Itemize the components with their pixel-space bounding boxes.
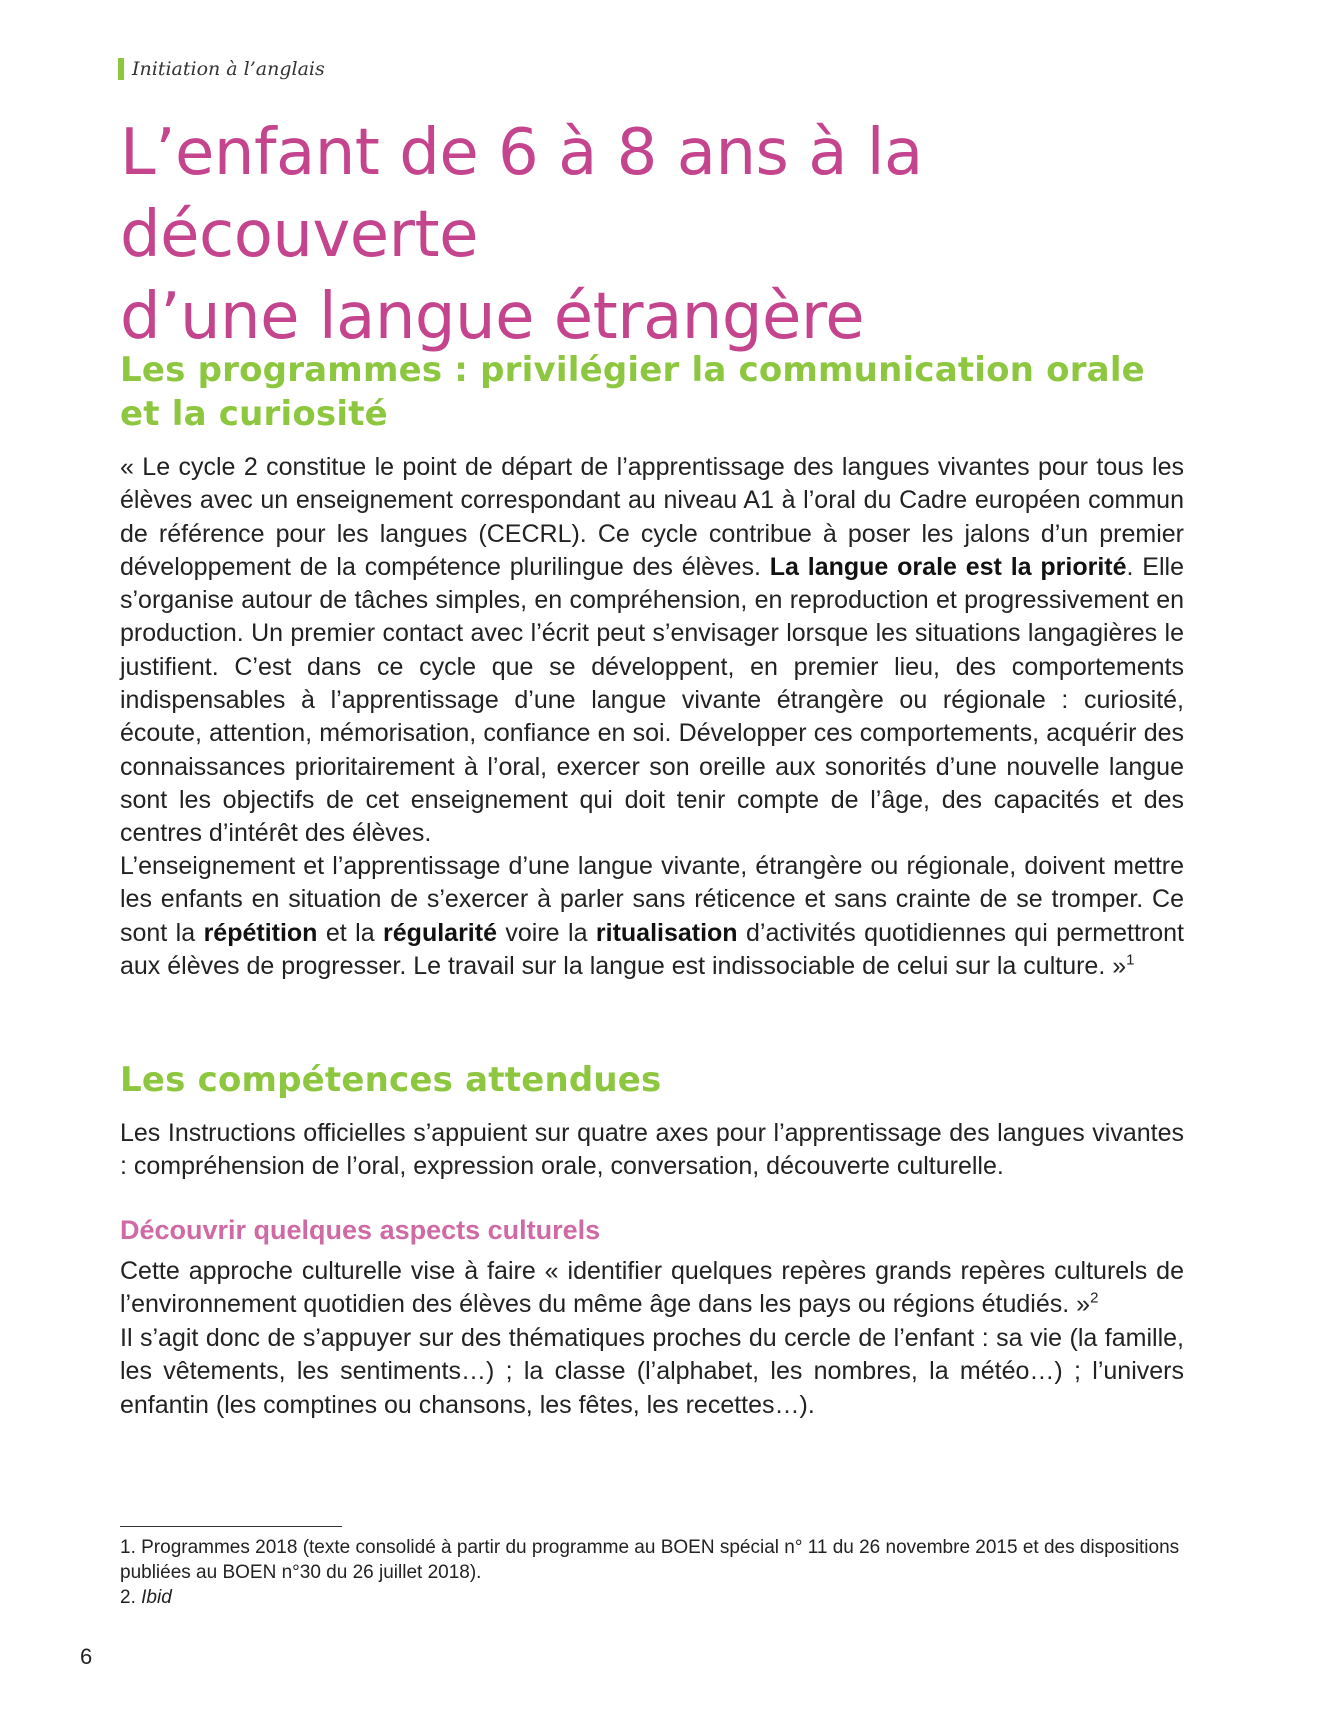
footnote-1: 1. Programmes 2018 (texte consolidé à partir du programme au BOEN spécial n° 11 du 26 novembre 2015 et des dispositions publiées au BOEN n°30 du 26 juillet 2018). [120,1537,1180,1583]
running-head-text: Initiation à l’anglais [132,58,325,80]
running-head-marker [118,58,124,80]
quote-text: « Le cycle 2 constitue le point de départ de l’apprentissage des langues vivantes pour tous les élèves avec un enseignement correspondant au niveau A1 à l’oral du Cadre européen commun de référence pour les langues (CECRL). Ce cycle contribue à poser les jalons d’un premier développement de la compétence plurilingue des élèves. [120,453,1184,581]
intro-paragraph: Les Instructions officielles s’appuient sur quatre axes pour l’apprentissage des langues vivantes : compréhension de l’oral, expression orale, conversation, découverte culturelle. [120,1119,1184,1181]
quote-text: L’enseignement et l’apprentissage d’une langue vivante, étrangère ou régionale, doivent mettre les enfants en situation de s’exercer à parler sans réticence et sans crainte de se tromper. Ce sont la [120,852,1184,947]
quote-text: voire la [496,918,596,947]
footnote-label: 2. [120,1587,142,1608]
culture-paragraph-2: Il s’agit donc de s’appuyer sur des thématiques proches du cercle de l’enfant : sa vie (la famille, les vêtements, les sentiments…) ; la classe (l’alphabet, les nombres, la météo…) ; l’univers enfantin (les comptines ou chansons, les fêtes, les recettes…). [120,1324,1184,1419]
emphasis-text: régularité [383,918,497,947]
footnote-separator [120,1526,342,1527]
page-title-line2: d’une langue étrangère [120,280,865,354]
page-title [120,112,1240,358]
section-heading-competences: Les compétences attendues [120,1060,662,1100]
footnote-ref: 2 [1090,1289,1099,1307]
footnotes [120,1535,1184,1610]
footnote-2 [120,1585,1184,1610]
emphasis-text: La langue orale est la priorité [769,552,1127,581]
quote-text: d’activités quotidiennes qui permettront aux élèves de progresser. Le travail sur la langue est indissociable de celui sur la culture. » [120,918,1185,980]
page-title-line1: L’enfant de 6 à 8 ans à la découverte [120,116,923,272]
quote-paragraph-2 [120,850,1184,983]
quote-paragraph-1 [120,451,1184,851]
quote-text: . Elle s’organise autour de tâches simples, en compréhension, en reproduction et progressivement en production. Un premier contact avec l’écrit peut s’envisager lorsque les situations langagières le justifient. C’est dans ce cycle que se développent, en premier lieu, des comportements indispensables à l’apprentissage d’une langue vivante étrangère ou régionale : curiosité, écoute, attention, mémorisation, confiance en soi. Développer ces comportements, acquérir des connaissances prioritairement à l’oral, exercer son oreille aux sonorités d’une nouvelle langue sont les objectifs de cet enseignement qui doit tenir compte de l’âge, des capacités et des centres d’intérêt des élèves. [120,552,1184,848]
emphasis-text: répétition [203,918,318,947]
body-text: Cette approche culturelle vise à faire « identifier quelques repères grands repères culturels de l’environnement quotidien des élèves du même âge dans les pays ou régions étudiés. » [120,1257,1184,1319]
sub-heading-culture: Découvrir quelques aspects culturels [120,1215,601,1245]
footnote-text: Ibid [141,1587,172,1608]
section-heading-line2: et la curiosité [120,394,388,434]
running-head [118,58,325,80]
section-heading-line1: Les programmes : privilégier la communication orale [120,350,1145,390]
footnote-ref: 1 [1126,951,1135,969]
culture-paragraph-1 [120,1255,1184,1322]
section-heading-programmes [120,348,1145,436]
quote-text: et la [317,918,384,947]
page-number: 6 [80,1644,93,1669]
emphasis-text: ritualisation [595,918,738,947]
